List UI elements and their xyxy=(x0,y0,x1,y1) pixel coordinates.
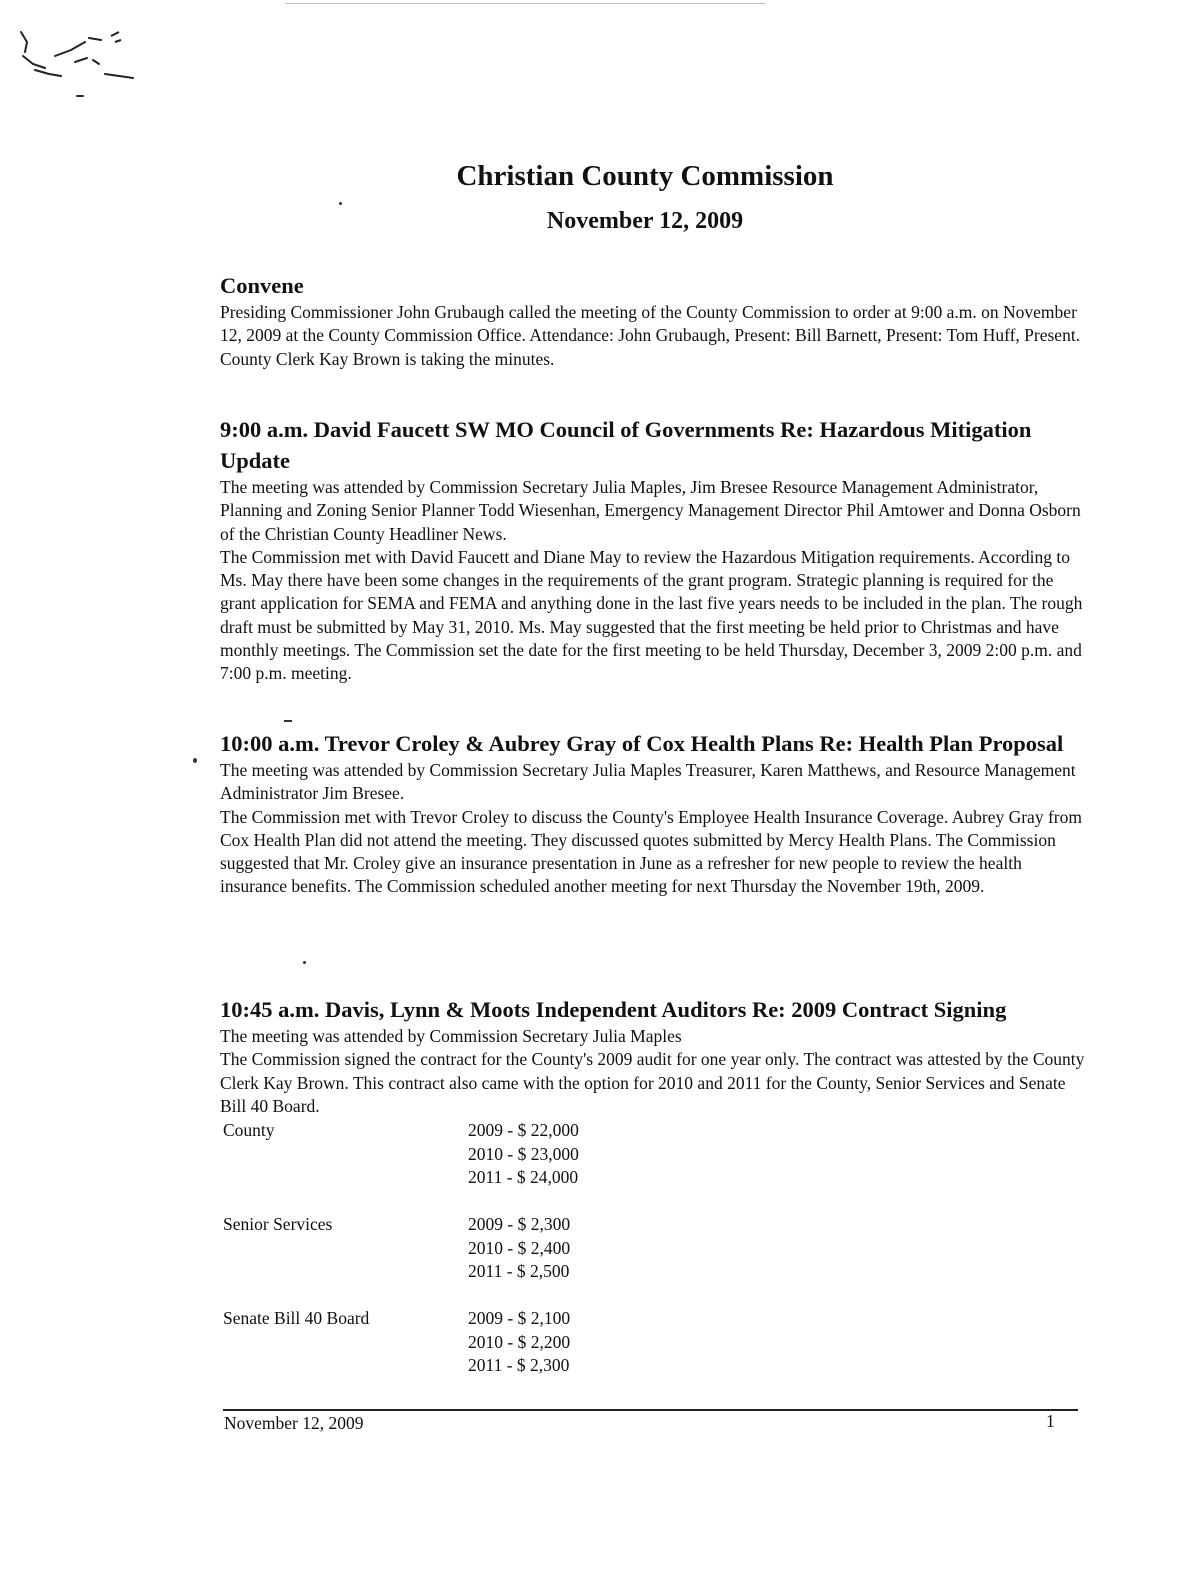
section-paragraph: The meeting was attended by Commission Secretary Julia Maples, Jim Bresee Resource Management Administrator, Planning and Zoning Senior Planner Todd Wiesenhan, Emergency Management Director Phil Amtower and Donna Osborn of the Christian County Headliner News. xyxy=(220,477,1081,544)
fee-values xyxy=(468,1213,570,1284)
page-number: 1 xyxy=(1046,1411,1055,1431)
fee-value: 2011 - $ 2,500 xyxy=(468,1261,570,1281)
fee-value: 2011 - $ 2,300 xyxy=(468,1355,570,1375)
fee-group-senior-services xyxy=(223,1213,723,1284)
fee-value: 2010 - $ 2,400 xyxy=(468,1237,571,1258)
section-paragraph: The Commission met with David Faucett and Diane May to review the Hazardous Mitigation requirements. According to Ms. May there have been some changes in the requirements of the grant program. Strategic planning is required for the grant application for SEMA and FEMA and anything done in the last five years needs to be included in the plan. The rough draft must be submitted by May 31, 2010. Ms. May suggested that the first meeting be held prior to Christmas and have monthly meetings. The Commission set the date for the first meeting to be held Thursday, December 3, 2009 2:00 p.m. and 7:00 p.m. meeting. xyxy=(220,546,1083,684)
section-heading: Convene xyxy=(220,273,304,298)
section-paragraph: The meeting was attended by Commission Secretary Julia Maples Treasurer, Karen Matthews, and Resource Management Administrator Jim Bresee. xyxy=(220,760,1076,804)
document-title: Christian County Commission xyxy=(456,160,834,192)
scan-speck xyxy=(284,720,292,722)
section-convene xyxy=(220,270,1090,371)
fee-value: 2009 - $ 22,000 xyxy=(468,1120,579,1140)
footer-divider xyxy=(223,1409,1078,1411)
fee-entity-name: Senior Services xyxy=(223,1214,333,1234)
fee-value: 2011 - $ 24,000 xyxy=(468,1167,579,1187)
fee-value: 2010 - $ 23,000 xyxy=(468,1143,579,1164)
scan-artifact-marks xyxy=(15,30,155,110)
fee-values xyxy=(468,1119,579,1190)
scan-speck xyxy=(339,202,342,205)
section-paragraph: The Commission met with Trevor Croley to discuss the County's Employee Health Insurance Coverage. Aubrey Gray from Cox Health Plan did not attend the meeting. They discussed quotes submitted by Mercy Health Plans. The Commission suggested that Mr. Croley give an insurance presentation in June as a refresher for new people to review the health insurance benefits. The Commission scheduled another meeting for next Thursday the November 19th, 2009. xyxy=(220,806,1082,897)
section-paragraph: Presiding Commissioner John Grubaugh called the meeting of the County Commission to order at 9:00 a.m. on November 12, 2009 at the County Commission Office. Attendance: John Grubaugh, Present: Bill Barnett, Present: Tom Huff, Present. County Clerk Kay Brown is taking the minutes. xyxy=(220,302,1081,369)
fee-entity-name: Senate Bill 40 Board xyxy=(223,1308,370,1328)
scan-speck xyxy=(303,961,306,964)
fee-value: 2010 - $ 2,200 xyxy=(468,1331,571,1352)
fee-value: 2009 - $ 2,300 xyxy=(468,1214,571,1234)
section-heading: 10:00 a.m. Trevor Croley & Aubrey Gray of Cox Health Plans Re: Health Plan Proposal xyxy=(220,731,1064,756)
section-paragraph: The Commission signed the contract for the County's 2009 audit for one year only. The contract was attested by the County Clerk Kay Brown. This contract also came with the option for 2010 and 2011 for the County, Senior Services and Senate Bill 40 Board. xyxy=(220,1049,1085,1116)
fee-values xyxy=(468,1307,570,1378)
scan-speck xyxy=(193,758,197,763)
section-heading: 9:00 a.m. David Faucett SW MO Council of Governments Re: Hazardous Mitigation Update xyxy=(220,417,1032,473)
section-health-plan xyxy=(220,728,1090,899)
section-hazardous-mitigation xyxy=(220,414,1090,686)
section-auditors xyxy=(220,994,1090,1118)
scan-artifact-line xyxy=(285,3,765,4)
document-date: November 12, 2009 xyxy=(546,208,744,234)
section-heading: 10:45 a.m. Davis, Lynn & Moots Independent Auditors Re: 2009 Contract Signing xyxy=(220,997,1007,1022)
audit-fee-table xyxy=(223,1119,723,1401)
fee-group-county xyxy=(223,1119,723,1190)
footer-date: November 12, 2009 xyxy=(224,1413,364,1433)
section-paragraph: The meeting was attended by Commission Secretary Julia Maples xyxy=(220,1026,682,1046)
fee-entity-name: County xyxy=(223,1120,275,1140)
fee-value: 2009 - $ 2,100 xyxy=(468,1308,571,1328)
fee-group-senate-bill-40 xyxy=(223,1307,723,1378)
